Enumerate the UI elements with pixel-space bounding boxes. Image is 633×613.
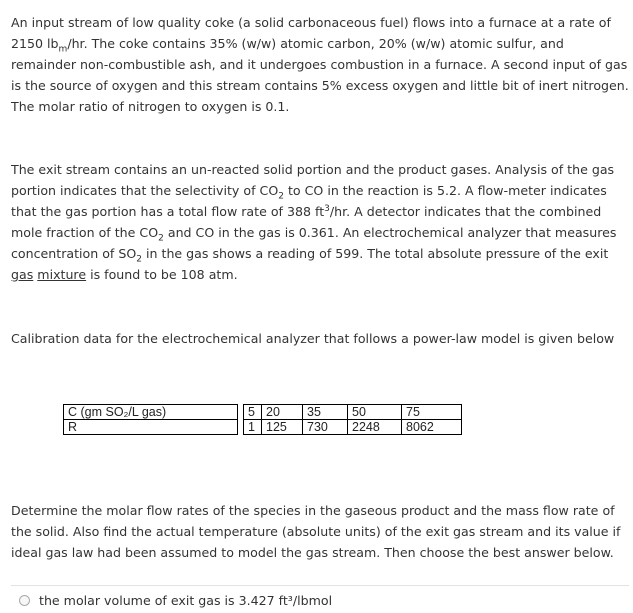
concentration-cell: 20 — [262, 405, 303, 420]
row-label-concentration: C (gm SO₂/L gas) — [64, 405, 238, 420]
concentration-cell: 5 — [244, 405, 262, 420]
option-divider — [11, 585, 629, 586]
reading-cell: 125 — [262, 420, 303, 435]
row-label-reading: R — [64, 420, 238, 435]
calibration-table — [63, 404, 462, 435]
concentration-cell: 35 — [303, 405, 348, 420]
reading-cell: 2248 — [348, 420, 402, 435]
answer-option-label: the molar volume of exit gas is 3.427 ft³/lbmol — [39, 593, 333, 608]
reading-cell: 1 — [244, 420, 262, 435]
glossary-link-mixture[interactable]: mixture — [37, 267, 87, 282]
radio-button[interactable] — [19, 595, 30, 606]
problem-paragraph-2: The exit stream contains an un-reacted solid portion and the product gases. Analysis of the gas portion indicates that the selectivity of $CO_2$ to CO in the reaction is 5.2. A flow-meter indicates that the gas portion has a total flow rate of 388 $ft^3/hr$. A detector indicates that the combined mole fraction of the $CO_2$ and CO in the gas is 0.361. An electrochemical analyzer that measures concentration of $SO_2$ in the gas shows a reading of 599. The total absolute pressure of the exit gas mixture is found to be 108 atm. — [11, 162, 617, 282]
concentration-cell: 75 — [402, 405, 462, 420]
calibration-row-concentration — [64, 405, 462, 420]
calibration-row-reading — [64, 420, 462, 435]
glossary-link-gas[interactable]: gas — [11, 267, 34, 282]
answer-option[interactable] — [19, 593, 332, 608]
concentration-cell: 50 — [348, 405, 402, 420]
calibration-intro-text: Calibration data for the electrochemical analyzer that follows a power-law model is given below — [11, 331, 615, 346]
problem-paragraph-1: An input stream of low quality coke (a solid carbonaceous fuel) flows into a furnace at a rate of 2150 $lb_m/hr$. The coke contains 35% (w/w) atomic carbon, 20% (w/w) atomic sulfur, and remainder non-combustible ash, and it undergoes combustion in a furnace. A second input of gas is the source of oxygen and this stream contains 5% excess oxygen and little bit of inert nitrogen. The molar ratio of nitrogen to oxygen is 0.1. — [11, 15, 629, 114]
reading-cell: 730 — [303, 420, 348, 435]
question-instructions: Determine the molar flow rates of the species in the gaseous product and the mass flow rate of the solid. Also find the actual temperature (absolute units) of the exit gas stream and its value if ideal gas law had been assumed to model the gas stream. Then choose the best answer below. — [11, 503, 621, 560]
reading-cell: 8062 — [402, 420, 462, 435]
